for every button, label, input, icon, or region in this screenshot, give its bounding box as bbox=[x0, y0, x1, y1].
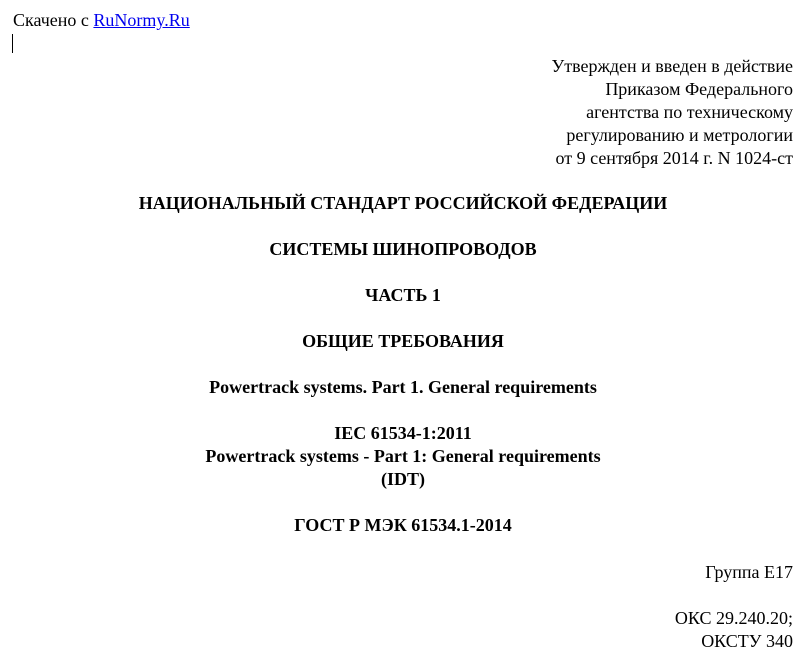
approval-line: Утвержден и введен в действие bbox=[551, 56, 793, 76]
approval-line: регулированию и метрологии bbox=[566, 125, 793, 145]
iec-code: IEC 61534-1:2011 bbox=[334, 423, 472, 443]
approval-block bbox=[551, 55, 793, 170]
english-title: Powertrack systems. Part 1. General requirements bbox=[209, 377, 597, 397]
subtitle-heading: ОБЩИЕ ТРЕБОВАНИЯ bbox=[302, 331, 504, 351]
part-heading: ЧАСТЬ 1 bbox=[365, 285, 441, 305]
iec-title: Powertrack systems - Part 1: General requirements bbox=[205, 446, 601, 466]
approval-line: Приказом Федерального bbox=[605, 79, 793, 99]
approval-line: от 9 сентября 2014 г. N 1024-ст bbox=[555, 148, 793, 168]
gost-code: ГОСТ Р МЭК 61534.1-2014 bbox=[294, 515, 512, 535]
text-cursor bbox=[12, 34, 13, 53]
oks-code: ОКС 29.240.20; bbox=[674, 608, 793, 628]
source-link[interactable]: RuNormy.Ru bbox=[93, 10, 190, 30]
standard-title: СИСТЕМЫ ШИНОПРОВОДОВ bbox=[269, 239, 537, 259]
idt-marker: (IDT) bbox=[381, 469, 425, 489]
okstu-code: ОКСТУ 340 bbox=[701, 631, 793, 651]
group-code: Группа Е17 bbox=[705, 562, 793, 582]
approval-line: агентства по техническому bbox=[586, 102, 793, 122]
source-note bbox=[13, 9, 190, 32]
standard-type-heading: НАЦИОНАЛЬНЫЙ СТАНДАРТ РОССИЙСКОЙ ФЕДЕРАЦИИ bbox=[138, 193, 668, 213]
source-prefix: Скачено с bbox=[13, 10, 94, 30]
